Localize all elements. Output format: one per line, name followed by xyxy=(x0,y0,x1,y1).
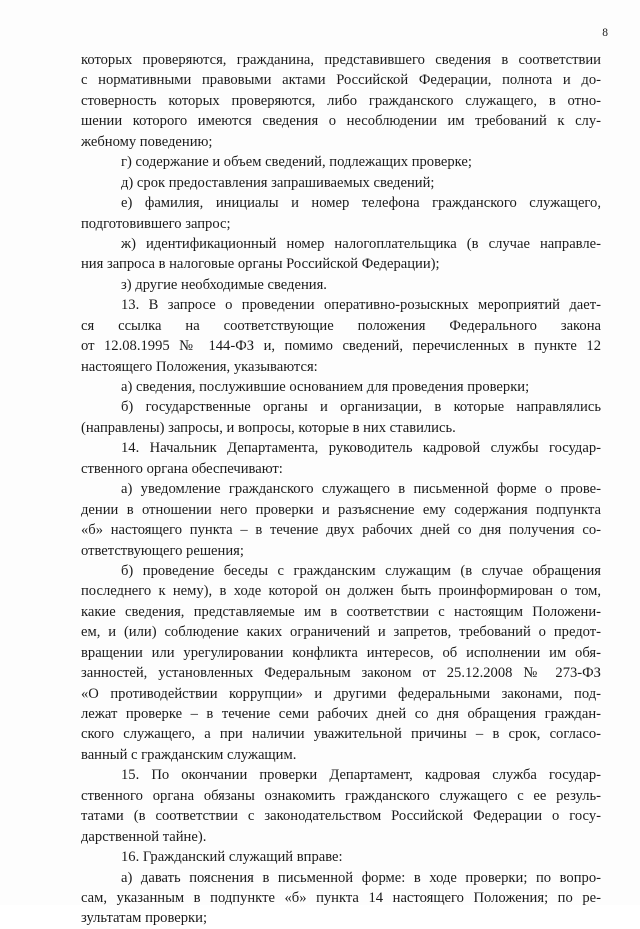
text-line: зультатам проверки; xyxy=(81,910,208,927)
text-line: какие сведения, представляемые им в соответствии с настоящим Положени- xyxy=(81,603,601,620)
text-line: а) давать пояснения в письменной форме: в ходе проверки; по вопро- xyxy=(121,869,601,886)
text-line: дении в отношении него проверки и разъяснение ему содержания подпункта xyxy=(81,501,601,518)
text-line: шении которого имеются сведения о несоблюдении им требований к слу- xyxy=(81,113,601,130)
text-line: настоящего Положения, указываются: xyxy=(81,358,318,375)
text-line: 14. Начальник Департамента, руководитель кадровой службы государ- xyxy=(121,440,601,457)
text-line: с нормативными правовыми актами Российской Федерации, полнота и до- xyxy=(81,72,601,89)
text-line: стоверность которых проверяются, либо гражданского служащего, в отно- xyxy=(81,92,601,109)
text-line: «О противодействии коррупции» и другими федеральными законами, под- xyxy=(81,685,601,702)
text-line: е) фамилия, инициалы и номер телефона гражданского служащего, xyxy=(121,195,601,212)
text-line: 13. В запросе о проведении оперативно-розыскных мероприятий дает- xyxy=(121,297,601,314)
text-line: от 12.08.1995 № 144-ФЗ и, помимо сведений, перечисленных в пункте 12 xyxy=(81,338,601,355)
text-line: вращении или урегулировании конфликта интересов, об исполнении им обя- xyxy=(81,644,601,661)
text-line: а) уведомление гражданского служащего в письменной форме о прове- xyxy=(121,481,601,498)
text-line: татами (в соответствии с законодательством Российской Федерации о госу- xyxy=(81,808,601,825)
text-line: ского служащего, а при наличии уважительной причины – в срок, согласо- xyxy=(81,726,601,743)
text-line: б) проведение беседы с гражданским служащим (в случае обращения xyxy=(121,562,601,579)
text-line: ж) идентификационный номер налогоплательщика (в случае направле- xyxy=(121,235,601,252)
text-line: а) сведения, послужившие основанием для проведения проверки; xyxy=(121,379,530,395)
text-line: подготовившего запрос; xyxy=(81,215,231,232)
text-line: последнего к нему), в ходе которой он должен быть проинформирован о том, xyxy=(81,583,601,600)
text-line: сам, указанным в подпункте «б» пункта 14 настоящего Положения; по ре- xyxy=(81,889,601,906)
text-line: ся ссылка на соответствующие положения Федерального закона xyxy=(81,317,601,334)
text-line: жебному поведению; xyxy=(81,133,213,150)
text-line: ственного органа обязаны ознакомить гражданского служащего с ее резуль- xyxy=(81,787,601,804)
text-line: г) содержание и объем сведений, подлежащих проверке; xyxy=(121,154,472,171)
text-line: дарственной тайне). xyxy=(81,828,207,845)
text-line: ответствующего решения; xyxy=(81,542,244,559)
text-line: ния запроса в налоговые органы Российской Федерации); xyxy=(81,256,440,273)
text-line: которых проверяются, гражданина, представившего сведения в соответствии xyxy=(81,52,601,68)
text-line: 16. Гражданский служащий вправе: xyxy=(121,849,343,866)
text-line: (направлены) запросы, и вопросы, которые в них ставились. xyxy=(81,419,456,436)
text-line: д) срок предоставления запрашиваемых сведений; xyxy=(121,174,435,191)
text-line: ванный с гражданским служащим. xyxy=(81,746,297,763)
text-line: 15. По окончании проверки Департамент, кадровая служба государ- xyxy=(121,767,601,784)
text-line: з) другие необходимые сведения. xyxy=(121,276,327,293)
text-line: б) государственные органы и организации, в которые направлялись xyxy=(121,399,601,416)
text-line: «б» настоящего пункта – в течение двух рабочих дней со дня получения со- xyxy=(81,522,601,539)
document-body xyxy=(81,50,601,929)
text-line: лежат проверке – в течение семи рабочих дней со дня обращения граждан- xyxy=(81,706,601,722)
page-number: 8 xyxy=(602,27,608,39)
text-line: занностей, установленных Федеральным законом от 25.12.2008 № 273-ФЗ xyxy=(81,665,601,682)
text-line: ственного органа обеспечивают: xyxy=(81,460,283,477)
text-line: ем, и (или) соблюдение каких ограничений и запретов, требований о предот- xyxy=(81,624,601,641)
